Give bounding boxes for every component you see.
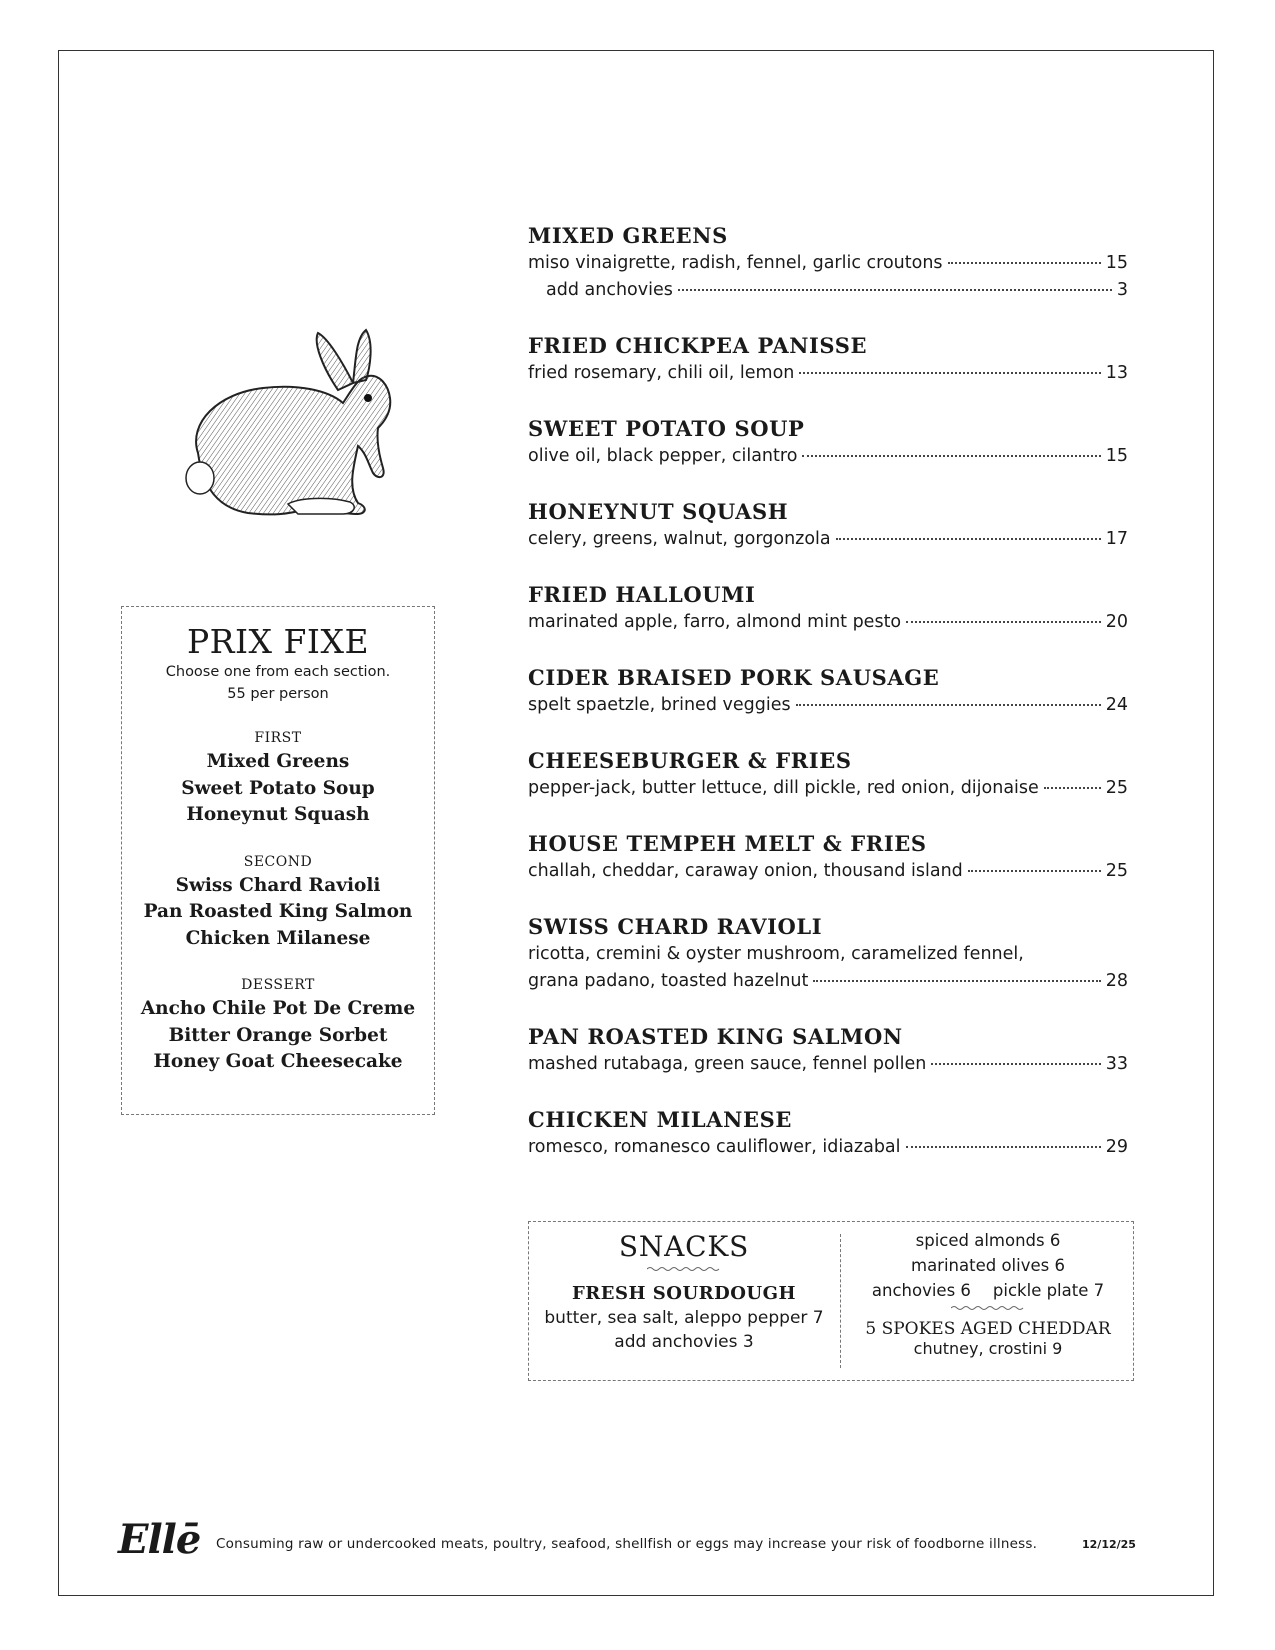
prix-item: Pan Roasted King Salmon — [143, 901, 413, 922]
dish-line — [528, 526, 1128, 553]
dish-fried-halloumi — [528, 581, 1128, 636]
dish-name: MIXED GREENS — [528, 223, 728, 248]
addon-price: 3 — [1116, 280, 1128, 300]
dish-price: 13 — [1105, 363, 1128, 383]
dish-name: PAN ROASTED KING SALMON — [528, 1024, 903, 1049]
dish-description: mashed rutabaga, green sauce, fennel pollen — [528, 1054, 927, 1074]
prix-section-label: DESSERT — [241, 977, 315, 993]
dish-fried-chickpea-panisse — [528, 332, 1128, 387]
menu-date: 12/12/25 — [1082, 1538, 1136, 1551]
dot-leader — [906, 621, 1101, 623]
snack-almonds: spiced almonds 6 — [915, 1231, 1061, 1250]
dish-line — [528, 1051, 1128, 1078]
dot-leader — [836, 538, 1101, 540]
dish-description: romesco, romanesco cauliflower, idiazabal — [528, 1137, 901, 1157]
cheddar-description: chutney, crostini 9 — [913, 1339, 1063, 1358]
bread-addon: add anchovies 3 — [614, 1332, 754, 1352]
dish-price: 25 — [1105, 778, 1128, 798]
dish-price: 15 — [1105, 253, 1128, 273]
dot-leader — [802, 455, 1100, 457]
dot-leader — [948, 262, 1101, 264]
dish-description: ricotta, cremini & oyster mushroom, caramelized fennel, — [528, 944, 1024, 964]
dish-line — [528, 609, 1128, 636]
prix-section-dessert — [122, 974, 434, 1076]
prix-fixe-box — [121, 606, 435, 1115]
dot-leader — [799, 372, 1100, 374]
snacks-left-column — [529, 1222, 839, 1354]
dish-house-tempeh-melt — [528, 830, 1128, 885]
dish-name: CHEESEBURGER & FRIES — [528, 748, 852, 773]
dish-line — [528, 775, 1128, 802]
prix-fixe-price: 55 per person — [227, 686, 329, 702]
prix-item: Sweet Potato Soup — [181, 777, 375, 799]
dish-name: CHICKEN MILANESE — [528, 1107, 792, 1132]
restaurant-logo: Ellē — [118, 1516, 201, 1563]
prix-item: Swiss Chard Ravioli — [175, 874, 381, 896]
squiggle-divider — [951, 1305, 1025, 1311]
snack-olives: marinated olives 6 — [911, 1256, 1065, 1275]
bread-name: FRESH SOURDOUGH — [572, 1283, 796, 1304]
dish-name: HOUSE TEMPEH MELT & FRIES — [528, 831, 927, 856]
dish-pan-roasted-king-salmon — [528, 1023, 1128, 1078]
dot-leader — [1044, 787, 1101, 789]
dish-name: FRIED HALLOUMI — [528, 582, 756, 607]
dish-price: 29 — [1105, 1137, 1128, 1157]
addon-description: add anchovies — [546, 280, 673, 300]
dish-price: 17 — [1105, 529, 1128, 549]
prix-item: Honeynut Squash — [186, 804, 370, 825]
snacks-box — [528, 1221, 1134, 1381]
prix-fixe-title: PRIX FIXE — [186, 622, 370, 661]
prix-section-first — [122, 727, 434, 829]
snack-row — [843, 1278, 1133, 1303]
prix-fixe-subtitle: Choose one from each section. — [165, 664, 391, 680]
dish-description: challah, cheddar, caraway onion, thousand island — [528, 861, 963, 881]
dish-line — [528, 692, 1128, 719]
dish-cheeseburger-fries — [528, 747, 1128, 802]
prix-section-second — [122, 851, 434, 953]
prix-section-label: SECOND — [243, 853, 313, 870]
dish-line — [528, 858, 1128, 885]
health-notice: Consuming raw or undercooked meats, poultry, seafood, shellfish or eggs may increase your risk of foodborne illness. — [216, 1536, 1038, 1552]
dish-cider-braised-pork-sausage — [528, 664, 1128, 719]
dish-line — [528, 1134, 1128, 1161]
dish-description: grana padano, toasted hazelnut — [528, 971, 809, 991]
addon-line — [528, 277, 1128, 304]
snacks-title: SNACKS — [618, 1230, 750, 1263]
dish-price: 33 — [1105, 1054, 1128, 1074]
dot-leader — [796, 704, 1101, 706]
dish-price: 28 — [1105, 971, 1128, 991]
dish-description: spelt spaetzle, brined veggies — [528, 695, 791, 715]
dish-name: SWEET POTATO SOUP — [528, 416, 805, 441]
snacks-right-column — [843, 1222, 1133, 1359]
dish-sweet-potato-soup — [528, 415, 1128, 470]
prix-item: Bitter Orange Sorbet — [168, 1024, 388, 1046]
dish-name: SWISS CHARD RAVIOLI — [528, 914, 823, 939]
dot-leader — [678, 289, 1112, 291]
snacks-divider — [840, 1234, 841, 1368]
dot-leader — [906, 1146, 1101, 1148]
dish-name: CIDER BRAISED PORK SAUSAGE — [528, 665, 940, 690]
dot-leader — [968, 870, 1101, 872]
dish-line — [528, 250, 1128, 277]
dish-description: marinated apple, farro, almond mint pesto — [528, 612, 902, 632]
dish-price: 24 — [1105, 695, 1128, 715]
prix-item: Ancho Chile Pot De Creme — [140, 998, 416, 1019]
rabbit-illustration — [178, 328, 418, 538]
prix-item: Chicken Milanese — [185, 927, 371, 949]
dish-line — [528, 968, 1128, 995]
dish-description: miso vinaigrette, radish, fennel, garlic croutons — [528, 253, 943, 273]
snack-anchovies: anchovies 6 — [871, 1281, 971, 1300]
snack-pickle-plate: pickle plate 7 — [992, 1281, 1105, 1300]
dish-chicken-milanese — [528, 1106, 1128, 1161]
prix-item: Mixed Greens — [206, 751, 350, 772]
dish-name: HONEYNUT SQUASH — [528, 499, 789, 524]
dish-line — [528, 360, 1128, 387]
dish-honeynut-squash — [528, 498, 1128, 553]
dish-price: 20 — [1105, 612, 1128, 632]
prix-item: Honey Goat Cheesecake — [153, 1051, 403, 1072]
dish-description: pepper-jack, butter lettuce, dill pickle, red onion, dijonaise — [528, 778, 1039, 798]
menu-list — [528, 222, 1128, 1189]
dish-line — [528, 941, 1128, 968]
dish-swiss-chard-ravioli — [528, 913, 1128, 995]
dish-price: 15 — [1105, 446, 1128, 466]
dish-name: FRIED CHICKPEA PANISSE — [528, 333, 868, 358]
dish-description: celery, greens, walnut, gorgonzola — [528, 529, 831, 549]
dot-leader — [813, 980, 1100, 982]
dish-mixed-greens — [528, 222, 1128, 304]
dish-description: fried rosemary, chili oil, lemon — [528, 363, 795, 383]
dish-price: 25 — [1105, 861, 1128, 881]
dot-leader — [931, 1063, 1100, 1065]
squiggle-divider — [647, 1266, 721, 1272]
bread-description: butter, sea salt, aleppo pepper 7 — [544, 1308, 824, 1328]
cheddar-name: 5 SPOKES AGED CHEDDAR — [865, 1319, 1111, 1339]
dish-line — [528, 443, 1128, 470]
dish-description: olive oil, black pepper, cilantro — [528, 446, 798, 466]
prix-section-label: FIRST — [254, 730, 302, 746]
